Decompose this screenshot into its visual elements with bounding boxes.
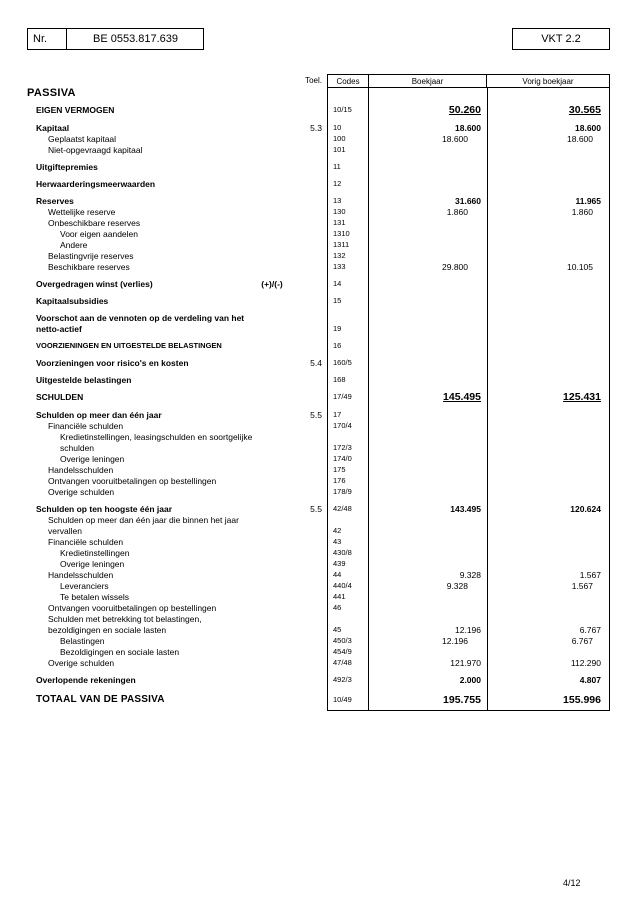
row-code: 430/8	[333, 548, 352, 557]
table-row	[0, 357, 638, 369]
column-header-vorig-boekjaar: Vorig boekjaar	[487, 74, 610, 88]
row-code: 45	[333, 625, 342, 634]
row-code: 1311	[333, 240, 350, 249]
row-code: 46	[333, 603, 342, 612]
row-code: 450/3	[333, 636, 352, 645]
row-label: Kapitaalsubsidies	[36, 296, 109, 306]
row-label: Reserves	[36, 196, 74, 206]
row-label: Overige schulden	[48, 487, 115, 497]
row-label: Herwaarderingsmeerwaarden	[36, 179, 156, 189]
column-header-boekjaar: Boekjaar	[369, 74, 487, 88]
row-value-vorig-boekjaar: 18.600	[575, 123, 601, 133]
row-code: 133	[333, 262, 346, 271]
row-label: Niet-opgevraagd kapitaal	[48, 145, 143, 155]
row-label: Schulden met betrekking tot belastingen,	[48, 614, 202, 624]
row-value-vorig-boekjaar: 1.567	[579, 570, 601, 580]
row-code: 13	[333, 196, 342, 205]
row-label: Schulden op meer dan één jaar die binnen het jaar	[48, 515, 239, 525]
page-title: PASSIVA	[27, 87, 76, 99]
row-code: 176	[333, 476, 346, 485]
table-row	[0, 144, 638, 156]
row-code: 175	[333, 465, 346, 474]
row-toel: 5.4	[310, 358, 322, 368]
row-value-vorig-boekjaar: 112.290	[570, 658, 601, 668]
row-code: 441	[333, 592, 346, 601]
row-label: TOTAAL VAN DE PASSIVA	[36, 694, 165, 705]
table-row	[0, 295, 638, 307]
row-value-boekjaar: 145.495	[443, 391, 481, 403]
row-value-boekjaar: 1.860	[446, 207, 468, 217]
row-sign: (+)/(-)	[261, 279, 283, 289]
table-row	[0, 486, 638, 498]
company-id: BE 0553.817.639	[66, 28, 204, 50]
row-value-boekjaar: 12.196	[455, 625, 481, 635]
row-label: Geplaatst kapitaal	[48, 134, 117, 144]
row-value-vorig-boekjaar: 6.767	[571, 636, 593, 646]
header-nr-label: Nr.	[27, 28, 67, 50]
row-label: Kredietinstellingen	[60, 548, 130, 558]
row-label: netto-actief	[36, 324, 82, 334]
row-value-vorig-boekjaar: 10.105	[567, 262, 593, 272]
row-value-boekjaar: 29.800	[442, 262, 468, 272]
row-toel: 5.3	[310, 123, 322, 133]
row-value-boekjaar: 18.600	[455, 123, 481, 133]
row-label: Ontvangen vooruitbetalingen op bestellingen	[48, 476, 217, 486]
row-code: 17/49	[333, 392, 352, 401]
page-number: 4/12	[563, 878, 581, 888]
column-header-codes: Codes	[327, 74, 369, 88]
row-code: 47/48	[333, 658, 352, 667]
row-value-boekjaar: 9.328	[459, 570, 481, 580]
row-code: 132	[333, 251, 346, 260]
row-value-boekjaar: 31.660	[455, 196, 481, 206]
row-label: Financiële schulden	[48, 421, 124, 431]
row-code: 11	[333, 162, 341, 171]
row-value-vorig-boekjaar: 1.860	[571, 207, 593, 217]
table-row-total	[0, 693, 638, 707]
row-code: 100	[333, 134, 346, 143]
row-label: VOORZIENINGEN EN UITGESTELDE BELASTINGEN	[36, 341, 222, 350]
row-code: 15	[333, 296, 342, 305]
row-value-vorig-boekjaar: 18.600	[567, 134, 593, 144]
row-code: 170/4	[333, 421, 352, 430]
row-label: Bezoldigingen en sociale lasten	[60, 647, 180, 657]
table-row	[0, 178, 638, 190]
row-code: 10/49	[333, 695, 352, 704]
row-label: Uitgiftepremies	[36, 162, 98, 172]
row-code: 101	[333, 145, 346, 154]
row-label: Overlopende rekeningen	[36, 675, 136, 685]
table-bottom-rule	[327, 710, 610, 711]
table-row	[0, 161, 638, 173]
row-code: 454/9	[333, 647, 352, 656]
row-label: Overgedragen winst (verlies)	[36, 279, 153, 289]
row-value-vorig-boekjaar: 125.431	[563, 391, 601, 403]
row-label: Wettelijke reserve	[48, 207, 116, 217]
row-label: Overige leningen	[60, 559, 125, 569]
row-label: Voor eigen aandelen	[60, 229, 138, 239]
row-code: 131	[333, 218, 346, 227]
row-label: Voorschot aan de vennoten op de verdeling van het	[36, 313, 245, 323]
row-label: Ontvangen vooruitbetalingen op bestellingen	[48, 603, 217, 613]
row-label: Kredietinstellingen, leasingschulden en soortgelijke	[60, 432, 253, 442]
row-label: Andere	[60, 240, 88, 250]
row-value-boekjaar: 143.495	[450, 504, 481, 514]
row-label: Overige schulden	[48, 658, 115, 668]
row-value-boekjaar: 195.755	[443, 694, 481, 706]
row-value-boekjaar: 12.196	[442, 636, 468, 646]
table-row	[0, 278, 638, 290]
row-code: 42/48	[333, 504, 352, 513]
row-code: 168	[333, 375, 346, 384]
row-code: 10	[333, 123, 342, 132]
row-toel: 5.5	[310, 504, 322, 514]
row-value-vorig-boekjaar: 6.767	[579, 625, 601, 635]
row-code: 10/15	[333, 105, 352, 114]
table-row	[0, 374, 638, 386]
table-row	[0, 674, 638, 686]
row-code: 44	[333, 570, 342, 579]
row-value-boekjaar: 2.000	[459, 675, 481, 685]
row-value-vorig-boekjaar: 11.965	[575, 196, 601, 206]
row-label: Voorzieningen voor risico's en kosten	[36, 358, 189, 368]
row-value-vorig-boekjaar: 1.567	[571, 581, 593, 591]
row-label: Schulden op meer dan één jaar	[36, 410, 162, 420]
row-label: Leveranciers	[60, 581, 109, 591]
row-code: 439	[333, 559, 346, 568]
form-code: VKT 2.2	[512, 28, 610, 50]
row-code: 12	[333, 179, 342, 188]
row-code: 42	[333, 526, 342, 535]
row-value-vorig-boekjaar: 30.565	[568, 104, 601, 116]
row-label: Kapitaal	[36, 123, 70, 133]
row-code: 178/9	[333, 487, 352, 496]
row-value-vorig-boekjaar: 155.996	[563, 694, 601, 706]
row-label: EIGEN VERMOGEN	[36, 105, 115, 115]
row-label: Uitgestelde belastingen	[36, 375, 132, 385]
row-code: 19	[333, 324, 342, 333]
row-value-vorig-boekjaar: 120.624	[570, 504, 601, 514]
row-code: 160/5	[333, 358, 352, 367]
row-code: 172/3	[333, 443, 352, 452]
table-row	[0, 340, 638, 352]
row-label: Handelsschulden	[48, 465, 114, 475]
row-code: 174/0	[333, 454, 352, 463]
row-value-boekjaar: 121.970	[450, 658, 481, 668]
row-label: Onbeschikbare reserves	[48, 218, 141, 228]
row-label: Belastingvrije reserves	[48, 251, 134, 261]
row-label: vervallen	[48, 526, 83, 536]
column-header-toel: Toel.	[305, 76, 322, 85]
row-label: Te betalen wissels	[60, 592, 129, 602]
row-label: Financiële schulden	[48, 537, 124, 547]
row-code: 1310	[333, 229, 350, 238]
row-value-boekjaar: 9.328	[446, 581, 468, 591]
row-label: Overige leningen	[60, 454, 125, 464]
row-code: 43	[333, 537, 342, 546]
table-row	[0, 657, 638, 669]
row-label: Beschikbare reserves	[48, 262, 130, 272]
row-label: Schulden op ten hoogste één jaar	[36, 504, 173, 514]
row-code: 440/4	[333, 581, 352, 590]
row-value-boekjaar: 50.260	[448, 104, 481, 116]
table-row	[0, 323, 638, 335]
row-code: 16	[333, 341, 342, 350]
row-label: bezoldigingen en sociale lasten	[48, 625, 167, 635]
row-code: 492/3	[333, 675, 352, 684]
row-label: schulden	[60, 443, 95, 453]
row-value-boekjaar: 18.600	[442, 134, 468, 144]
row-label: Belastingen	[60, 636, 105, 646]
row-value-vorig-boekjaar: 4.807	[579, 675, 601, 685]
row-code: 130	[333, 207, 346, 216]
table-row	[0, 261, 638, 273]
row-label: Handelsschulden	[48, 570, 114, 580]
row-label: SCHULDEN	[36, 392, 84, 402]
row-toel: 5.5	[310, 410, 322, 420]
table-row	[0, 104, 638, 116]
row-code: 17	[333, 410, 342, 419]
row-code: 14	[333, 279, 342, 288]
table-row	[0, 391, 638, 403]
